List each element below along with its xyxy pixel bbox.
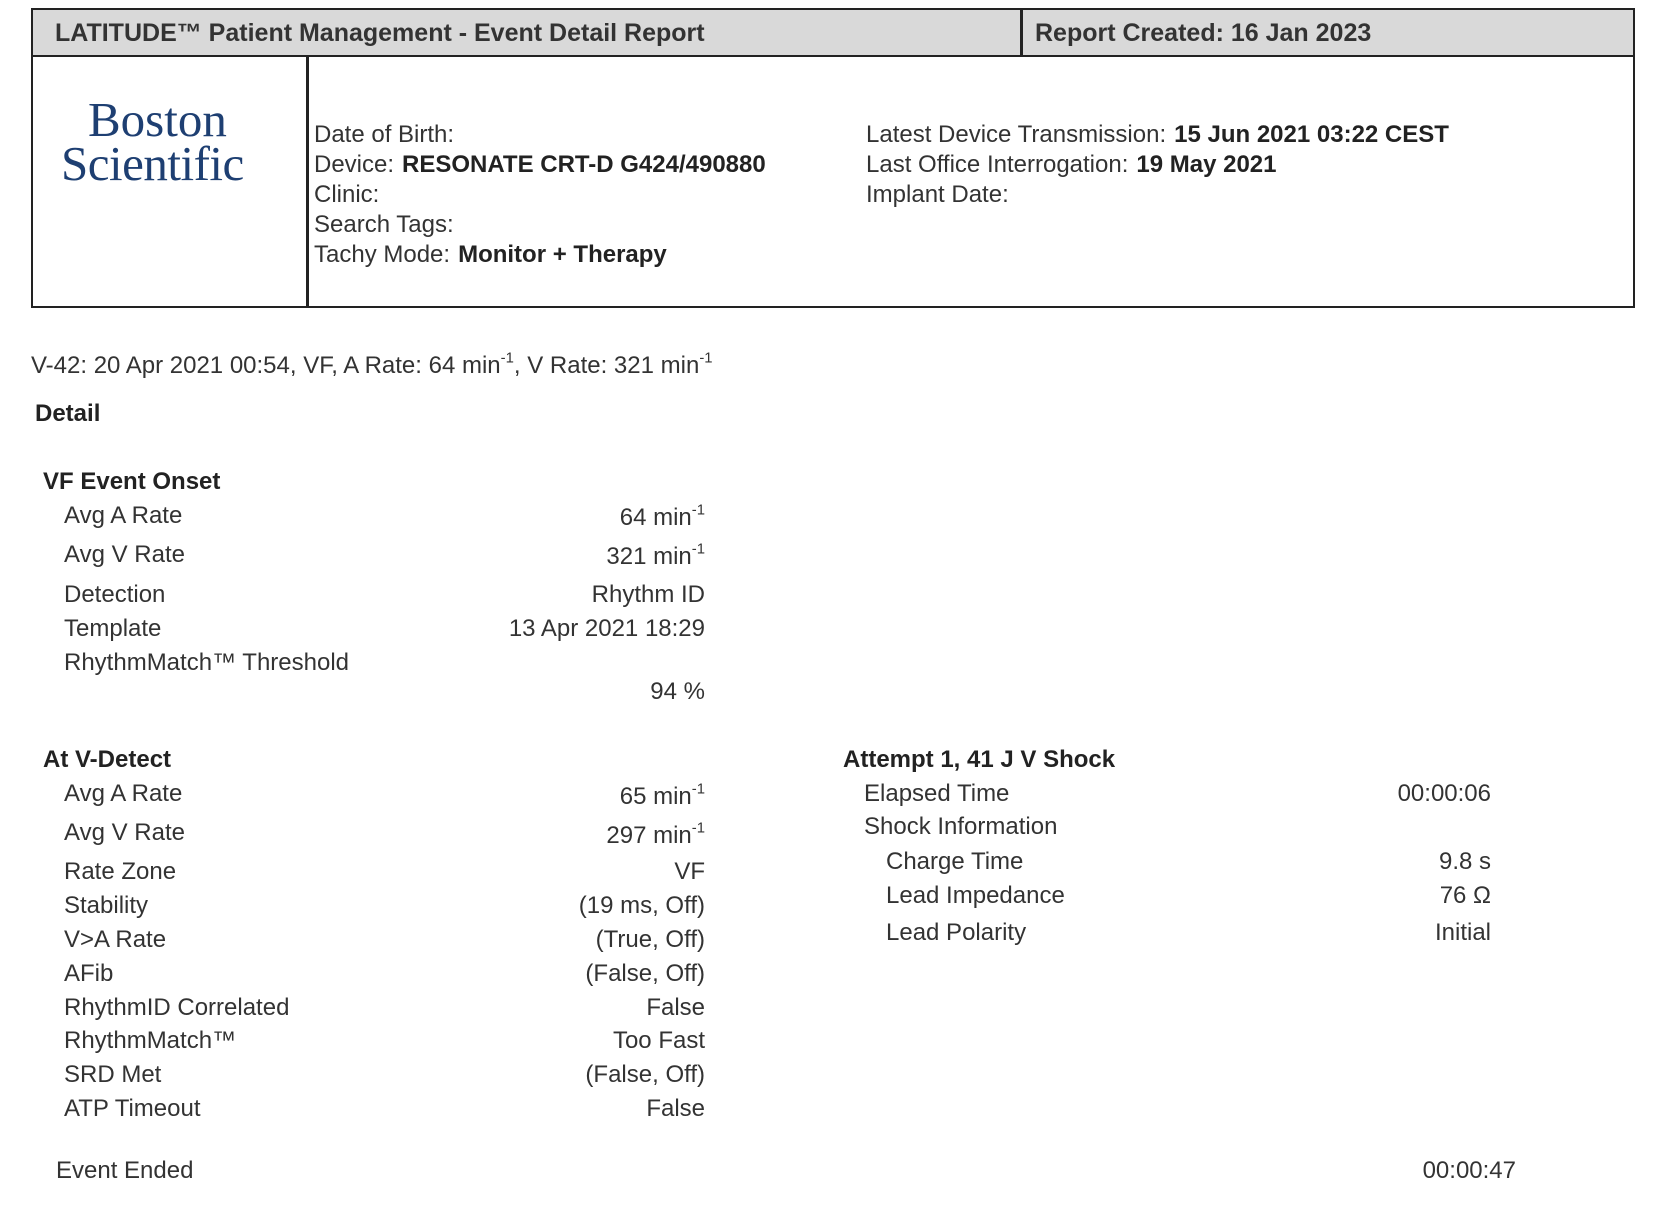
report-title: LATITUDE™ Patient Management - Event Detail Report [55, 19, 705, 47]
latest-transmission-row: Latest Device Transmission: 15 Jun 2021 03:22 CEST [866, 121, 1449, 148]
onset-value: 64 $\min^{-1}$ [619, 502, 705, 531]
onset-label: Template [64, 615, 162, 642]
vdetect-heading: At V-Detect [43, 746, 172, 773]
vdetect-value: 297 $\min^{-1}$ [606, 820, 705, 849]
shock-label: Lead Polarity [886, 919, 1027, 946]
vdetect-label: RhythmMatch™ [64, 1027, 237, 1054]
last-office-row: Last Office Interrogation: 19 May 2021 [866, 151, 1277, 178]
vdetect-label: V>A Rate [64, 926, 167, 953]
report-header [31, 8, 1635, 308]
onset-heading: VF Event Onset [43, 468, 221, 495]
onset-label: RhythmMatch™ Threshold [64, 649, 349, 676]
vdetect-value: VF [674, 858, 705, 885]
vdetect-label: Avg V Rate [64, 819, 185, 846]
elapsed-time-label: Elapsed Time [864, 780, 1010, 807]
shock-value: 9.8 s [1438, 848, 1491, 875]
shock-label: Lead Impedance [886, 882, 1065, 909]
onset-value: 13 Apr 2021 18:29 [508, 615, 705, 642]
clinic-label: Clinic: [314, 181, 380, 208]
search-tags-label: Search Tags: [314, 211, 454, 238]
shock-label: Charge Time [886, 848, 1024, 875]
report-created: Report Created: 16 Jan 2023 [1035, 19, 1372, 47]
vdetect-label: Stability [64, 892, 149, 919]
onset-value: 94 % [650, 678, 705, 705]
logo-divider [306, 57, 309, 306]
tachy-mode-value: Monitor + Therapy [458, 241, 667, 268]
vdetect-label: AFib [64, 960, 114, 987]
shock-value: Initial [1434, 919, 1491, 946]
vdetect-label: RhythmID Correlated [64, 994, 290, 1021]
boston-scientific-logo: Boston Scientific [61, 92, 244, 191]
title-bar [33, 10, 1633, 57]
title-divider [1020, 10, 1023, 57]
onset-value: 321 $\min^{-1}$ [606, 541, 705, 570]
event-summary: V-42: 20 Apr 2021 00:54, VF, A Rate: 64 $\min^{-1}$, V Rate: 321 $\min^{-1}$ [31, 350, 713, 379]
vdetect-label: SRD Met [64, 1061, 162, 1088]
device-value: RESONATE CRT-D G424/490880 [402, 151, 766, 178]
implant-date-label: Implant Date: [866, 181, 1009, 208]
vdetect-value: (19 ms, Off) [578, 892, 705, 919]
vdetect-value: 65 $\min^{-1}$ [619, 781, 705, 810]
vdetect-label: Rate Zone [64, 858, 177, 885]
vdetect-value: False [646, 994, 705, 1021]
vdetect-value: False [646, 1095, 705, 1122]
vdetect-value: (False, Off) [585, 960, 705, 987]
event-ended-label: Event Ended [56, 1157, 194, 1184]
tachy-mode-row: Tachy Mode: Monitor + Therapy [314, 241, 667, 268]
event-ended-value: 00:00:47 [1422, 1157, 1516, 1184]
vdetect-value: (False, Off) [585, 1061, 705, 1088]
shock-value: 76 Ω [1439, 882, 1491, 909]
detail-heading: Detail [35, 400, 101, 427]
vdetect-value: Too Fast [612, 1027, 705, 1054]
last-office-value: 19 May 2021 [1136, 151, 1277, 178]
onset-label: Detection [64, 581, 166, 608]
shock-information-label: Shock Information [864, 813, 1058, 840]
onset-label: Avg A Rate [64, 502, 183, 529]
vdetect-label: ATP Timeout [64, 1095, 201, 1122]
shock-heading: Attempt 1, 41 J V Shock [843, 746, 1116, 773]
latest-transmission-value: 15 Jun 2021 03:22 CEST [1174, 121, 1449, 148]
vdetect-value: (True, Off) [595, 926, 705, 953]
onset-value: Rhythm ID [591, 581, 705, 608]
vdetect-label: Avg A Rate [64, 780, 183, 807]
onset-label: Avg V Rate [64, 541, 185, 568]
dob-label: Date of Birth: [314, 121, 455, 148]
device-row: Device: RESONATE CRT-D G424/490880 [314, 151, 766, 178]
elapsed-time-value: 00:00:06 [1397, 780, 1491, 807]
